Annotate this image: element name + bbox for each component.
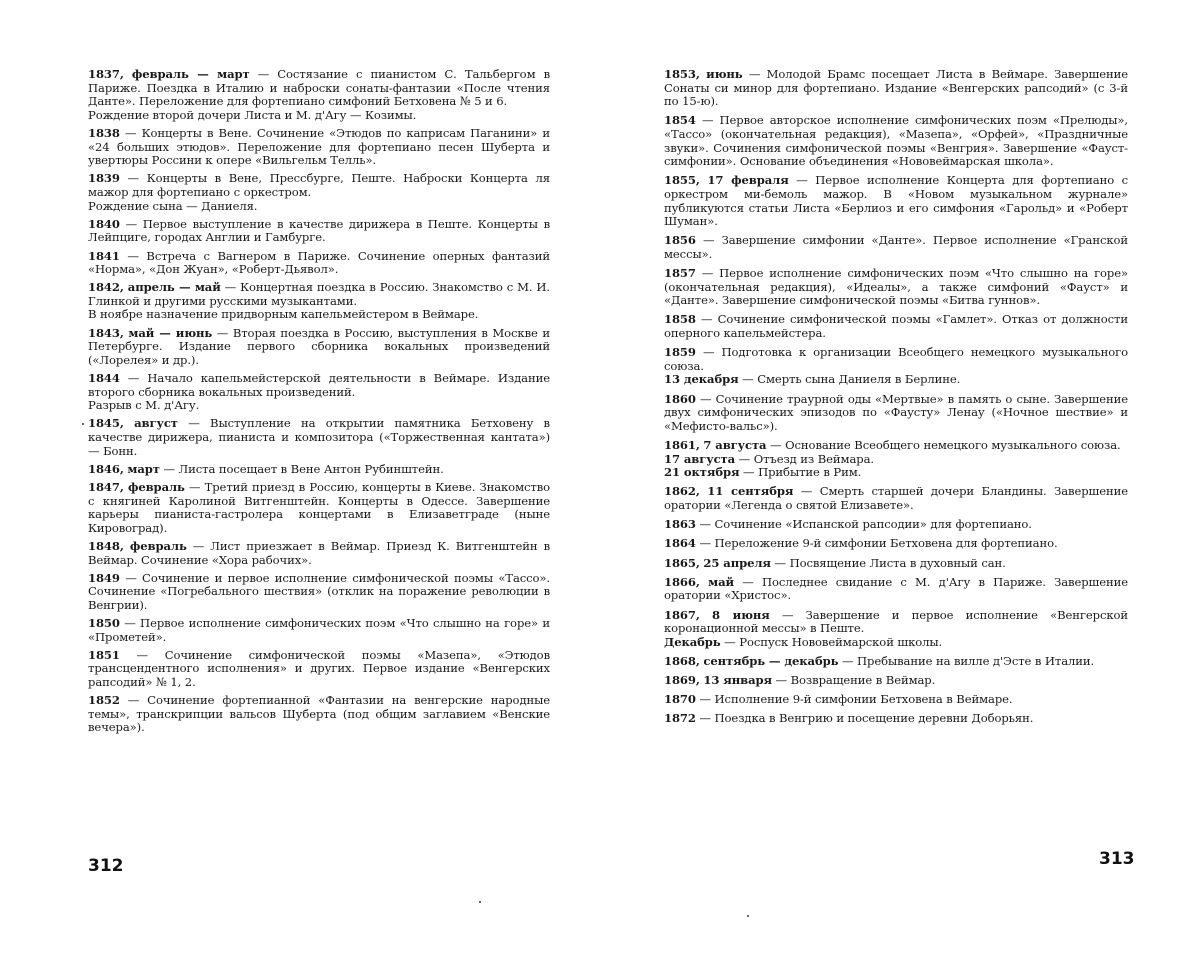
entry-date: май	[708, 574, 734, 589]
subline-text: Рождение сына — Даниеля.	[88, 198, 258, 213]
chronology-entry	[88, 372, 550, 413]
chronology-entry	[88, 127, 550, 168]
entry-date: август	[134, 416, 178, 431]
subline-text: — Отъезд из Веймара.	[735, 451, 874, 466]
entry-text: — Сочинение траурной оды «Мертвые» в память о сыне. Завершение двух симфонических эпизодов по «Фаусту» Ленау («Ночное шествие» и «Мефисто-вальс»).	[664, 391, 1128, 433]
entry-date: май — июнь	[128, 325, 213, 340]
subline-text: Разрыв с М. д'Агу.	[88, 398, 200, 413]
chronology-entry	[88, 218, 550, 245]
chronology-entry	[88, 481, 550, 535]
subline-date: 21 октября	[664, 465, 740, 480]
entry-text: — Выступление на открытии памятника Бетховену в качестве дирижера, пианиста и композитора («Торжественная кантата») — Бонн.	[88, 416, 550, 458]
entry-year: 1856	[664, 233, 696, 248]
entry-text: — Состязание с пианистом С. Тальбергом в Париже. Поездка в Италию и наброски сонаты-фантазии «После чтения Данте». Переложение для фортепиано симфоний Бетховена № 5 и 6.	[88, 67, 550, 109]
entry-year: 1872	[664, 711, 696, 726]
page-number-right: 313	[1099, 849, 1135, 869]
entry-date: 17 февраля	[707, 173, 789, 188]
entry-year: 1860	[664, 391, 696, 406]
entry-year: 1862,	[664, 484, 700, 499]
chronology-entry	[664, 174, 1128, 228]
entry-date: апрель — май	[127, 280, 221, 295]
entry-date: 13 января	[703, 673, 772, 688]
chronology-entry	[664, 518, 1128, 532]
entry-text: — Возвращение в Веймар.	[771, 673, 936, 688]
chronology-entry	[664, 609, 1128, 650]
entry-text: — Завершение и первое исполнение «Венгерской коронационной мессы» в Пеште.	[664, 607, 1128, 636]
entry-date: 25 апреля	[703, 555, 771, 570]
entry-date: 8 июня	[712, 607, 770, 622]
chronology-entry	[88, 694, 550, 735]
entry-text: — Начало капельмейстерской деятельности в Веймаре. Издание второго сборника вокальных произведений.	[88, 371, 550, 399]
chronology-entry	[664, 557, 1128, 571]
entry-date: 11 сентября	[707, 484, 794, 499]
entry-text: — Первое выступление в качестве дирижера в Пеште. Концерты в Лейпциге, городах Англии и Гамбурге.	[88, 216, 550, 245]
left-page	[88, 68, 550, 740]
entry-text: — Последнее свидание с М. д'Агу в Париже. Завершение оратории «Христос».	[664, 574, 1128, 603]
chronology-entry	[664, 114, 1128, 168]
entry-text: — Посвящение Листа в духовный сан.	[770, 555, 1006, 570]
entry-date: февраль — март	[131, 67, 250, 81]
entry-text: — Смерть старшей дочери Бландины. Завершение оратории «Легенда о святой Елизавете».	[664, 484, 1128, 512]
entry-text: — Первое исполнение Концерта для фортепиано с оркестром ми-бемоль мажор. В «Новом музыкальном журнале» публикуются статьи Листа «Берлиоз и его симфония «Гарольд» и «Роберт Шуман».	[664, 173, 1128, 229]
subline-text: — Смерть сына Даниеля в Берлине.	[738, 372, 961, 387]
chronology-entry	[664, 674, 1128, 688]
chronology-entry	[664, 393, 1128, 434]
chronology-entry	[88, 250, 550, 277]
entry-text: — Встреча с Вагнером в Париже. Сочинение оперных фантазий «Норма», «Дон Жуан», «Роберт-Дьявол».	[88, 248, 550, 277]
subline-text: Рождение второй дочери Листа и М. д'Агу — Козимы.	[88, 107, 417, 122]
entry-year: 1854	[664, 113, 696, 128]
entry-year: 1857	[664, 266, 696, 281]
entry-text: — Лист приезжает в Веймар. Приезд К. Витгенштейн в Веймар. Сочинение «Хора рабочих».	[88, 538, 550, 567]
subline-date: Декабрь	[664, 634, 721, 649]
entry-year: 1850	[88, 616, 120, 631]
chronology-entry	[664, 712, 1128, 726]
paper-speck	[479, 901, 481, 903]
chronology-entry	[88, 327, 550, 368]
chronology-entry	[88, 617, 550, 644]
entry-text: — Подготовка к организации Всеобщего немецкого музыкального союза.	[664, 345, 1128, 373]
entry-text: — Концерты в Вене. Сочинение «Этюдов по каприсам Паганини» и «24 больших этюдов». Переложение для фортепиано песен Шуберта и увертюры Россини к опере «Вильгельм Телль».	[88, 125, 550, 168]
subline-text: — Роспуск Нововеймарской школы.	[720, 634, 943, 649]
entry-year: 1839	[88, 171, 120, 186]
entry-date: июнь	[706, 67, 743, 81]
entry-year: 1849	[88, 570, 120, 585]
chronology-entry	[664, 68, 1128, 109]
entry-year: 1852	[88, 693, 120, 708]
subline-date: 17 августа	[664, 451, 736, 466]
entry-year: 1859	[664, 345, 696, 360]
page-number-left: 312	[88, 856, 124, 876]
entry-year: 1863	[664, 517, 696, 532]
chronology-entry	[88, 281, 550, 322]
chronology-entry	[664, 693, 1128, 707]
entry-year: 1858	[664, 312, 696, 327]
chronology-entry	[664, 234, 1128, 261]
entry-subline	[664, 453, 1128, 467]
entry-subline	[664, 466, 1128, 480]
entry-subline	[88, 399, 550, 413]
entry-year: 1847,	[88, 479, 124, 494]
entry-text: — Сочинение «Испанской рапсодии» для фортепиано.	[695, 517, 1032, 532]
entry-text: — Листа посещает в Вене Антон Рубинштейн.	[159, 461, 444, 476]
entry-year: 1841	[88, 248, 120, 263]
entry-year: 1855,	[664, 173, 700, 188]
entry-text: — Завершение симфонии «Данте». Первое исполнение «Гранской мессы».	[664, 233, 1128, 261]
entry-date: февраль	[129, 538, 187, 553]
entry-text: — Молодой Брамс посещает Листа в Веймаре. Завершение Сонаты си минор для фортепиано. Издание «Венгерских рапсодий» (с 3-й по 15-ю).	[664, 67, 1128, 109]
entry-year: 1848,	[88, 538, 124, 553]
chronology-entry	[88, 68, 550, 122]
entry-text: — Исполнение 9-й симфонии Бетховена в Веймаре.	[695, 692, 1013, 707]
entry-year: 1864	[664, 536, 696, 551]
entry-text: — Концертная поездка в Россию. Знакомство с М. И. Глинкой и другими русскими музыкантами.	[88, 280, 550, 308]
entry-year: 1840	[88, 216, 120, 231]
entry-text: — Сочинение симфонической поэмы «Гамлет». Отказ от должности оперного капельмейстера.	[664, 312, 1128, 341]
chronology-entry	[88, 417, 550, 458]
entry-text: — Первое исполнение симфонических поэм «Что слышно на горе» (окончательная редакция), «Идеалы», а также симфоний «Фауст» и «Данте». Завершение симфонической поэмы «Битва гуннов».	[664, 266, 1128, 308]
entry-text: — Пребывание на вилле д'Эсте в Италии.	[838, 653, 1095, 668]
subline-date: 13 декабря	[664, 372, 739, 387]
entry-text: — Третий приезд в Россию, концерты в Киеве. Знакомство с княгиней Каролиной Витгенштейн. Концерты в Одессе. Завершение карьеры пианиста-гастролера концертами в Елизаветграде (ныне Кировоград).	[88, 479, 550, 535]
entry-year: 1867,	[664, 607, 700, 622]
entry-text: — Переложение 9-й симфонии Бетховена для фортепиано.	[695, 536, 1058, 551]
chronology-entry	[664, 267, 1128, 308]
entry-year: 1869,	[664, 673, 700, 688]
entry-year: 1866,	[664, 574, 700, 589]
entry-subline	[664, 373, 1128, 387]
entry-date: март	[127, 461, 160, 476]
chronology-entry	[664, 313, 1128, 340]
entry-year: 1842,	[88, 280, 124, 295]
chronology-entry	[88, 649, 550, 690]
entry-text: — Поездка в Венгрию и посещение деревни Доборьян.	[695, 711, 1034, 726]
entry-year: 1843,	[88, 325, 124, 340]
chronology-entry	[664, 537, 1128, 551]
chronology-entry	[664, 576, 1128, 603]
entry-text: — Основание Всеобщего немецкого музыкального союза.	[766, 438, 1121, 452]
chronology-entry	[664, 485, 1128, 512]
chronology-entry	[88, 572, 550, 613]
right-page	[664, 68, 1128, 732]
chronology-entry	[88, 463, 550, 477]
chronology-entry	[88, 172, 550, 213]
entry-text: — Сочинение и первое исполнение симфонической поэмы «Тассо». Сочинение «Погребального шествия» (отклик на поражение революции в Венгрии).	[88, 570, 550, 612]
entry-subline	[88, 109, 550, 123]
entry-year: 1845,	[88, 416, 124, 431]
subline-text: В ноябре назначение придворным капельмейстером в Веймаре.	[88, 307, 479, 322]
entry-year: 1870	[664, 692, 696, 707]
subline-text: — Прибытие в Рим.	[739, 465, 862, 480]
entry-year: 1865,	[664, 555, 700, 570]
entry-year: 1868,	[664, 653, 700, 668]
entry-text: — Вторая поездка в Россию, выступления в Москве и Петербурге. Издание первого сборника вокальных произведений («Лорелея» и др.).	[88, 325, 550, 367]
chronology-entry	[664, 439, 1128, 480]
entry-subline	[664, 636, 1128, 650]
entry-year: 1851	[88, 647, 120, 662]
entry-year: 1846,	[88, 461, 124, 476]
paper-speck	[747, 915, 749, 917]
entry-text: — Сочинение фортепианной «Фантазии на венгерские народные темы», транскрипции вальсов Шуберта (под общим заглавием «Венские вечера»).	[88, 693, 550, 735]
entry-subline	[88, 200, 550, 214]
chronology-entry	[88, 540, 550, 567]
paper-speck	[82, 423, 84, 425]
entry-date: февраль	[127, 479, 185, 494]
entry-year: 1844	[88, 371, 120, 386]
entry-text: — Первое авторское исполнение симфонических поэм «Прелюды», «Тассо» (окончательная редакция), «Мазепа», «Орфей», «Праздничные звуки». Сочинения симфонической поэмы «Венгрия». Завершение «Фауст-симфонии». Основание объединения «Нововеймарская школа».	[664, 113, 1128, 169]
entry-text: — Первое исполнение симфонических поэм «Что слышно на горе» и «Прометей».	[88, 616, 550, 644]
entry-year: 1837,	[88, 67, 124, 81]
entry-date: 7 августа	[703, 438, 767, 452]
chronology-entry	[664, 655, 1128, 669]
entry-date: сентябрь — декабрь	[703, 653, 839, 668]
entry-year: 1861,	[664, 438, 700, 452]
chronology-entry	[664, 346, 1128, 387]
entry-text: — Сочинение симфонической поэмы «Мазепа», «Этюдов трансцендентного исполнения» и других. Первое издание «Венгерских рапсодий» № 1, 2.	[88, 647, 550, 690]
entry-year: 1838	[88, 125, 120, 140]
entry-text: — Концерты в Вене, Прессбурге, Пеште. Наброски Концерта ля мажор для фортепиано с оркестром.	[88, 171, 550, 199]
entry-subline	[88, 308, 550, 322]
entry-year: 1853,	[664, 67, 700, 81]
